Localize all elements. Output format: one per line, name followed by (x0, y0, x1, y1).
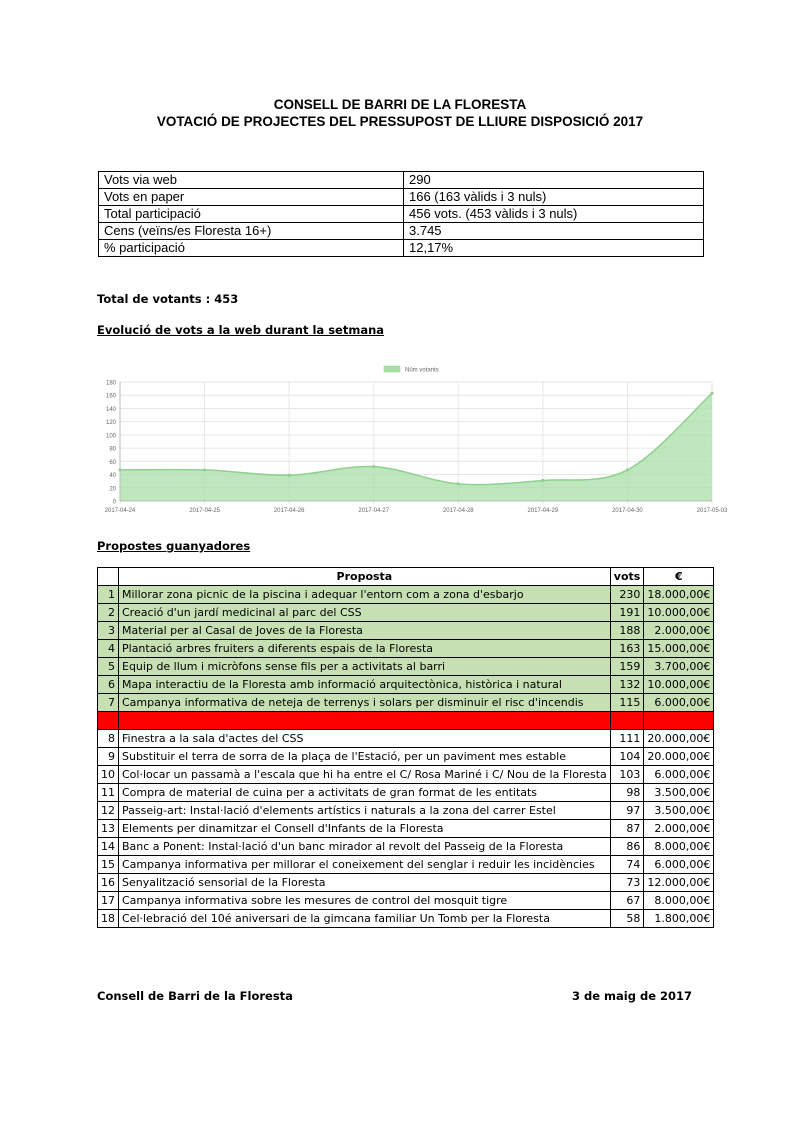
proposal-name: Substituir el terra de sorra de la plaça de l'Estació, per un paviment mes estable (119, 748, 611, 766)
proposal-number: 9 (98, 748, 119, 766)
proposal-row (98, 820, 714, 838)
proposal-row (98, 892, 714, 910)
proposal-name: Plantació arbres fruiters a diferents espais de la Floresta (119, 640, 611, 658)
winning-proposal-row (98, 640, 714, 658)
proposals-heading: Propostes guanyadores (97, 539, 251, 553)
summary-label: Vots en paper (99, 189, 404, 206)
proposal-number: 7 (98, 694, 119, 712)
proposal-name: Millorar zona picnic de la piscina i adequar l'entorn com a zona d'esbarjo (119, 586, 611, 604)
proposal-amount: 3.700,00€ (644, 658, 714, 676)
separator-cell (98, 712, 119, 730)
summary-label: Cens (veïns/es Floresta 16+) (99, 223, 404, 240)
winning-proposal-row (98, 604, 714, 622)
proposal-number: 5 (98, 658, 119, 676)
proposal-row (98, 874, 714, 892)
proposal-number: 10 (98, 766, 119, 784)
data-point (710, 392, 713, 395)
proposal-number: 15 (98, 856, 119, 874)
winning-proposal-row (98, 676, 714, 694)
proposal-votes: 104 (610, 748, 644, 766)
y-tick-label: 80 (109, 446, 116, 453)
col-vots-header: vots (610, 568, 644, 586)
proposal-votes: 230 (610, 586, 644, 604)
x-tick-label: 2017-04-26 (273, 508, 305, 514)
col-euro-header: € (644, 568, 714, 586)
proposal-name: Mapa interactiu de la Floresta amb informació arquitectònica, històrica i natural (119, 676, 611, 694)
proposal-votes: 132 (610, 676, 644, 694)
data-point (288, 474, 291, 477)
proposal-number: 6 (98, 676, 119, 694)
y-tick-label: 100 (105, 433, 116, 440)
separator-cell (644, 712, 714, 730)
summary-value: 3.745 (404, 223, 704, 240)
proposal-row (98, 766, 714, 784)
proposal-name: Equip de llum i micròfons sense fils per a activitats al barri (119, 658, 611, 676)
summary-value: 290 (404, 172, 704, 189)
proposal-row (98, 784, 714, 802)
proposal-number: 3 (98, 622, 119, 640)
summary-label: Vots via web (99, 172, 404, 189)
proposal-votes: 73 (610, 874, 644, 892)
winning-proposal-row (98, 658, 714, 676)
proposal-amount: 10.000,00€ (644, 604, 714, 622)
proposal-number: 11 (98, 784, 119, 802)
proposal-votes: 86 (610, 838, 644, 856)
proposal-amount: 12.000,00€ (644, 874, 714, 892)
proposal-number: 14 (98, 838, 119, 856)
proposal-amount: 2.000,00€ (644, 622, 714, 640)
proposal-votes: 115 (610, 694, 644, 712)
proposal-name: Campanya informativa sobre les mesures de control del mosquit tigre (119, 892, 611, 910)
proposal-number: 2 (98, 604, 119, 622)
data-point (626, 468, 629, 471)
summary-row (99, 172, 704, 189)
series-area (120, 393, 712, 501)
proposal-name: Material per al Casal de Joves de la Floresta (119, 622, 611, 640)
total-voters: Total de votants : 453 (97, 292, 239, 306)
proposal-name: Elements per dinamitzar el Consell d'Infants de la Floresta (119, 820, 611, 838)
proposal-amount: 6.000,00€ (644, 766, 714, 784)
y-tick-label: 120 (105, 420, 116, 427)
data-point (457, 482, 460, 485)
proposal-votes: 111 (610, 730, 644, 748)
summary-label: Total participació (99, 206, 404, 223)
proposals-header-row (98, 568, 714, 586)
proposal-amount: 18.000,00€ (644, 586, 714, 604)
proposal-amount: 1.800,00€ (644, 910, 714, 928)
proposal-name: Passeig-art: Instal·lació d'elements artístics i naturals a la zona del carrer Estel (119, 802, 611, 820)
proposal-row (98, 856, 714, 874)
proposal-amount: 15.000,00€ (644, 640, 714, 658)
proposal-number: 4 (98, 640, 119, 658)
proposal-amount: 20.000,00€ (644, 730, 714, 748)
proposal-votes: 159 (610, 658, 644, 676)
proposal-amount: 8.000,00€ (644, 892, 714, 910)
x-tick-label: 2017-04-30 (612, 508, 643, 514)
web-votes-chart (94, 360, 734, 520)
proposal-row (98, 748, 714, 766)
proposal-name: Cel·lebració del 10é aniversari de la gimcana familiar Un Tomb per la Floresta (119, 910, 611, 928)
winning-proposal-row (98, 694, 714, 712)
proposal-votes: 188 (610, 622, 644, 640)
proposal-votes: 58 (610, 910, 644, 928)
summary-label: % participació (99, 240, 404, 257)
proposal-amount: 6.000,00€ (644, 694, 714, 712)
proposal-name: Campanya informativa de neteja de terrenys i solars per disminuir el risc d'incendis (119, 694, 611, 712)
proposal-amount: 3.500,00€ (644, 802, 714, 820)
proposal-name: Creació d'un jardí medicinal al parc del CSS (119, 604, 611, 622)
summary-value: 456 vots. (453 vàlids i 3 nuls) (404, 206, 704, 223)
proposal-name: Finestra a la sala d'actes del CSS (119, 730, 611, 748)
proposal-votes: 191 (610, 604, 644, 622)
document-subtitle: VOTACIÓ DE PROJECTES DEL PRESSUPOST DE LLIURE DISPOSICIÓ 2017 (156, 114, 644, 129)
proposal-amount: 10.000,00€ (644, 676, 714, 694)
proposal-amount: 6.000,00€ (644, 856, 714, 874)
summary-row (99, 223, 704, 240)
y-tick-label: 0 (112, 499, 116, 506)
proposal-number: 17 (98, 892, 119, 910)
participation-summary-table (98, 171, 704, 257)
proposal-votes: 103 (610, 766, 644, 784)
proposal-amount: 2.000,00€ (644, 820, 714, 838)
x-tick-label: 2017-04-24 (104, 508, 136, 514)
proposal-name: Banc a Ponent: Instal·lació d'un banc mirador al revolt del Passeig de la Floresta (119, 838, 611, 856)
y-tick-label: 180 (105, 380, 116, 387)
proposal-amount: 8.000,00€ (644, 838, 714, 856)
data-point (541, 479, 544, 482)
x-tick-label: 2017-04-28 (442, 508, 474, 514)
col-proposta-header: Proposta (119, 568, 611, 586)
proposal-amount: 3.500,00€ (644, 784, 714, 802)
proposal-name: Compra de material de cuina per a activitats de gran format de les entitats (119, 784, 611, 802)
proposal-name: Senyalització sensorial de la Floresta (119, 874, 611, 892)
proposal-votes: 97 (610, 802, 644, 820)
proposal-row (98, 838, 714, 856)
y-tick-label: 20 (109, 486, 116, 493)
chart-heading: Evolució de vots a la web durant la setmana (97, 323, 385, 337)
legend-swatch (384, 366, 400, 372)
proposal-number: 12 (98, 802, 119, 820)
summary-value: 12,17% (404, 240, 704, 257)
summary-row (99, 189, 704, 206)
x-tick-label: 2017-04-25 (189, 508, 220, 514)
proposal-votes: 67 (610, 892, 644, 910)
proposal-row (98, 910, 714, 928)
col-number-header (98, 568, 119, 586)
y-tick-label: 160 (105, 393, 116, 400)
proposals-table (97, 567, 714, 928)
proposal-name: Campanya informativa per millorar el coneixement del senglar i reduir les incidències (119, 856, 611, 874)
x-tick-label: 2017-05-03 (696, 508, 728, 514)
proposal-votes: 74 (610, 856, 644, 874)
proposal-votes: 87 (610, 820, 644, 838)
data-point (203, 468, 206, 471)
proposal-votes: 98 (610, 784, 644, 802)
proposal-name: Col·locar un passamà a l'escala que hi ha entre el C/ Rosa Mariné i C/ Nou de la Floresta (119, 766, 611, 784)
proposal-votes: 163 (610, 640, 644, 658)
winning-proposal-row (98, 622, 714, 640)
y-tick-label: 140 (105, 406, 116, 413)
proposal-row (98, 730, 714, 748)
footer-date: 3 de maig de 2017 (572, 989, 693, 1003)
legend-label: Núm votants (405, 367, 439, 374)
separator-cell (610, 712, 644, 730)
document-title: CONSELL DE BARRI DE LA FLORESTA (273, 97, 527, 112)
summary-row (99, 206, 704, 223)
proposal-number: 18 (98, 910, 119, 928)
proposal-amount: 20.000,00€ (644, 748, 714, 766)
y-tick-label: 60 (109, 459, 116, 466)
proposal-number: 16 (98, 874, 119, 892)
footer-signature: Consell de Barri de la Floresta (97, 989, 293, 1003)
summary-row (99, 240, 704, 257)
y-tick-label: 40 (109, 473, 116, 480)
summary-value: 166 (163 vàlids i 3 nuls) (404, 189, 704, 206)
data-point (372, 465, 375, 468)
proposal-number: 8 (98, 730, 119, 748)
proposal-number: 13 (98, 820, 119, 838)
x-tick-label: 2017-04-27 (358, 508, 390, 514)
proposal-row (98, 802, 714, 820)
cutoff-separator-row (98, 712, 714, 730)
separator-cell (119, 712, 611, 730)
x-tick-label: 2017-04-29 (527, 508, 559, 514)
proposal-number: 1 (98, 586, 119, 604)
winning-proposal-row (98, 586, 714, 604)
